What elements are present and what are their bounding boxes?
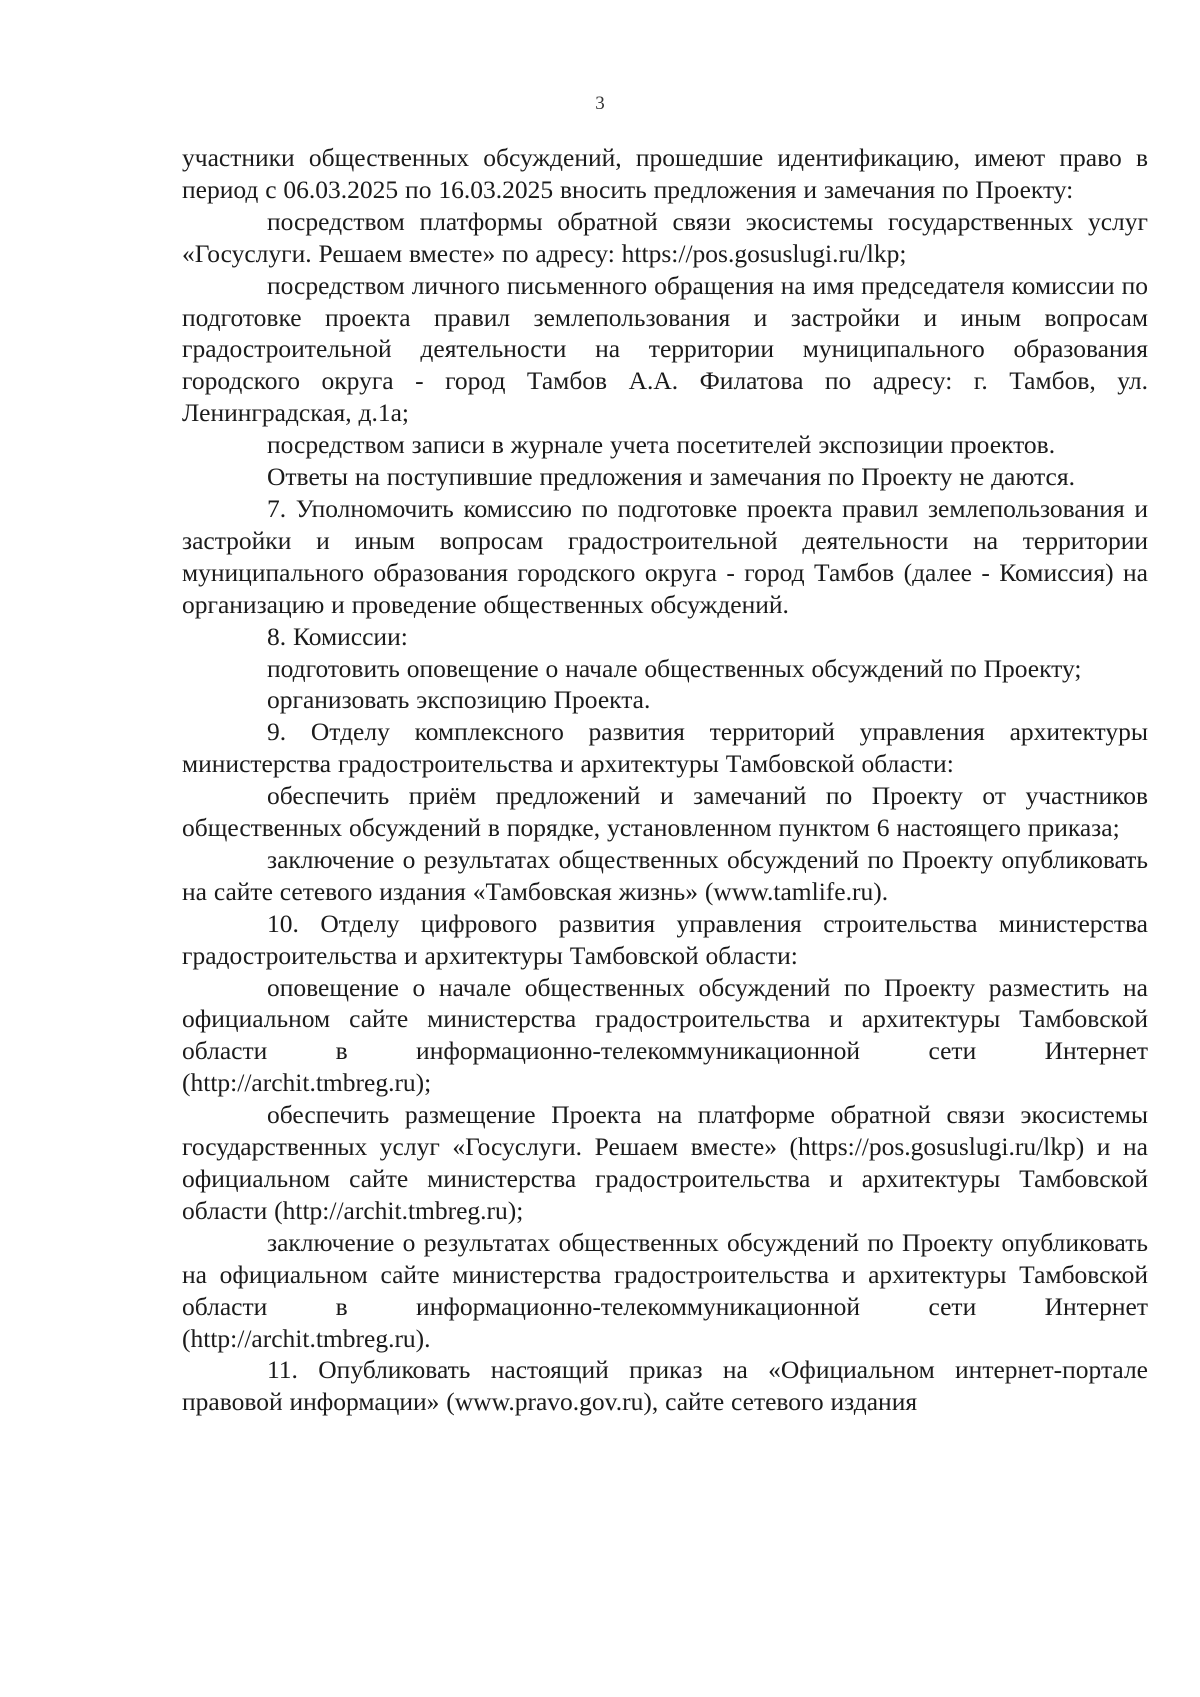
paragraph-item-10: 10. Отделу цифрового развития управления строительства министерства градостроительства и архитектуры Тамбовской области: [182,908,1148,970]
paragraph-organize-exposition: организовать экспозицию Проекта. [267,685,651,715]
paragraph-gosuslugi-platform: посредством платформы обратной связи экосистемы государственных услуг «Госуслуги. Решаем вместе» по адресу: https://pos.gosuslugi.ru/lkp; [182,206,1148,268]
paragraph-item-7: 7. Уполномочить комиссию по подготовке проекта правил землепользования и застройки и иным вопросам градостроительной деятельности на территории муниципального образования городского округа - город Тамбов (далее - Комиссия) на организацию и проведение общественных обсуждений. [182,493,1148,619]
paragraph-prepare-notice: подготовить оповещение о начале общественных обсуждений по Проекту; [267,653,1082,683]
paragraph-publish-conclusion: заключение о результатах общественных обсуждений по Проекту опубликовать на официальном сайте министерства градостроительства и архитектуры Тамбовской области в информационно-телекоммуникационной сети Интернет (http://archit.tmbreg.ru). [182,1227,1148,1353]
paragraph-no-answers: Ответы на поступившие предложения и замечания по Проекту не даются. [267,462,1075,492]
paragraph-post-notice: оповещение о начале общественных обсуждений по Проекту разместить на официальном сайте министерства градостроительства и архитектуры Тамбовской области в информационно-телекоммуникационной сети Интернет (http://archit.tmbreg.ru); [182,972,1148,1098]
document-body [182,142,1148,1418]
paragraph-item-8: 8. Комиссии: [267,621,408,651]
paragraph-written-appeal: посредством личного письменного обращения на имя председателя комиссии по подготовке проекта правил землепользования и застройки и иным вопросам градостроительной деятельности на территории муниципального образования городского округа - город Тамбов А.А. Филатова по адресу: г. Тамбов, ул. Ленинградская, д.1а; [182,270,1148,428]
paragraph-visitor-journal: посредством записи в журнале учета посетителей экспозиции проектов. [267,430,1056,460]
page-number: 3 [595,93,605,114]
paragraph-publish-tamlife: заключение о результатах общественных обсуждений по Проекту опубликовать на сайте сетевого издания «Тамбовская жизнь» (www.tamlife.ru). [182,844,1148,906]
paragraph-item-9: 9. Отделу комплексного развития территорий управления архитектуры министерства градостроительства и архитектуры Тамбовской области: [182,717,1148,779]
paragraph-ensure-reception: обеспечить приём предложений и замечаний по Проекту от участников общественных обсуждений в порядке, установленном пунктом 6 настоящего приказа; [182,781,1148,843]
paragraph-participants-rights: участники общественных обсуждений, прошедшие идентификацию, имеют право в период с 06.03.2025 по 16.03.2025 вносить предложения и замечания по Проекту: [182,143,1148,204]
paragraph-item-11: 11. Опубликовать настоящий приказ на «Официальном интернет-портале правовой информации» (www.pravo.gov.ru), сайте сетевого издания [182,1355,1148,1417]
paragraph-ensure-placement: обеспечить размещение Проекта на платформе обратной связи экосистемы государственных услуг «Госуслуги. Решаем вместе» (https://pos.gosuslugi.ru/lkp) и на официальном сайте министерства градостроительства и архитектуры Тамбовской области (http://archit.tmbreg.ru); [182,1100,1148,1225]
